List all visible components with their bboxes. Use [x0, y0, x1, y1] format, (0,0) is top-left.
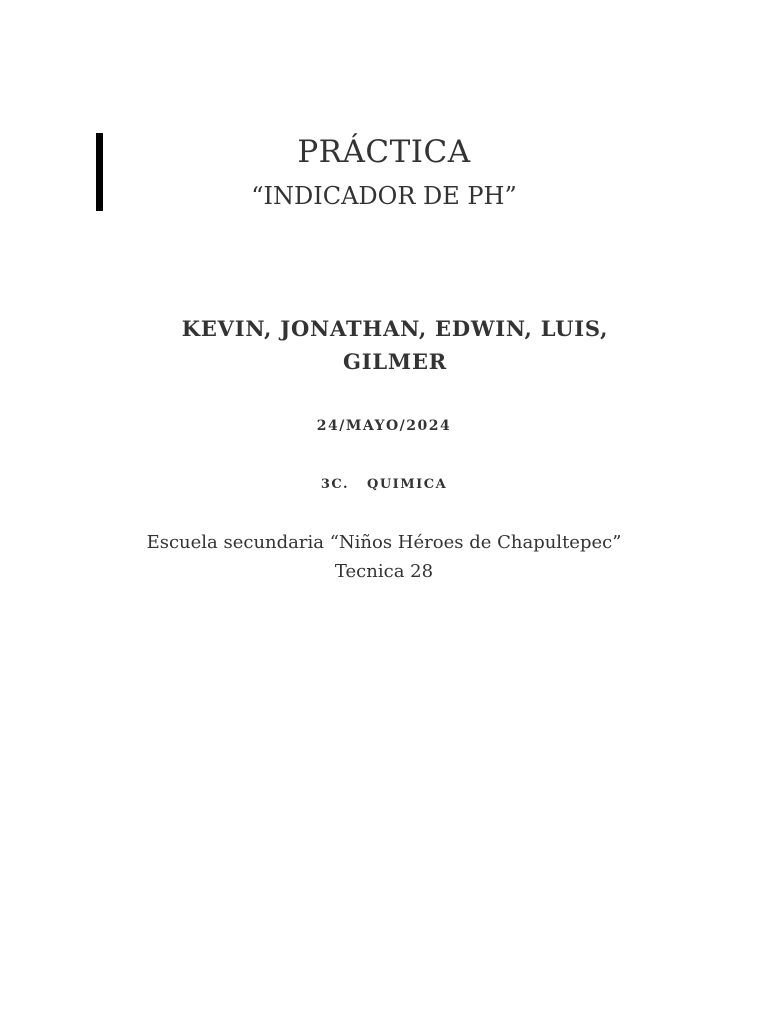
group-label: 3C. — [320, 477, 350, 492]
document-date: 24/MAYO/2024 — [316, 418, 452, 434]
course-info — [0, 475, 768, 495]
authors: KEVIN, JONATHAN, EDWIN, LUIS, GILMER — [181, 316, 609, 374]
subject-label: QUIMICA — [367, 477, 448, 492]
school-name: Escuela secundaria “Niños Héroes de Chapultepec” — [146, 532, 622, 553]
school-info — [0, 528, 768, 586]
document-title: PRÁCTICA — [297, 134, 471, 170]
document-subtitle: “INDICADOR DE PH” — [251, 182, 517, 210]
school-subtitle: Tecnica 28 — [334, 561, 434, 582]
